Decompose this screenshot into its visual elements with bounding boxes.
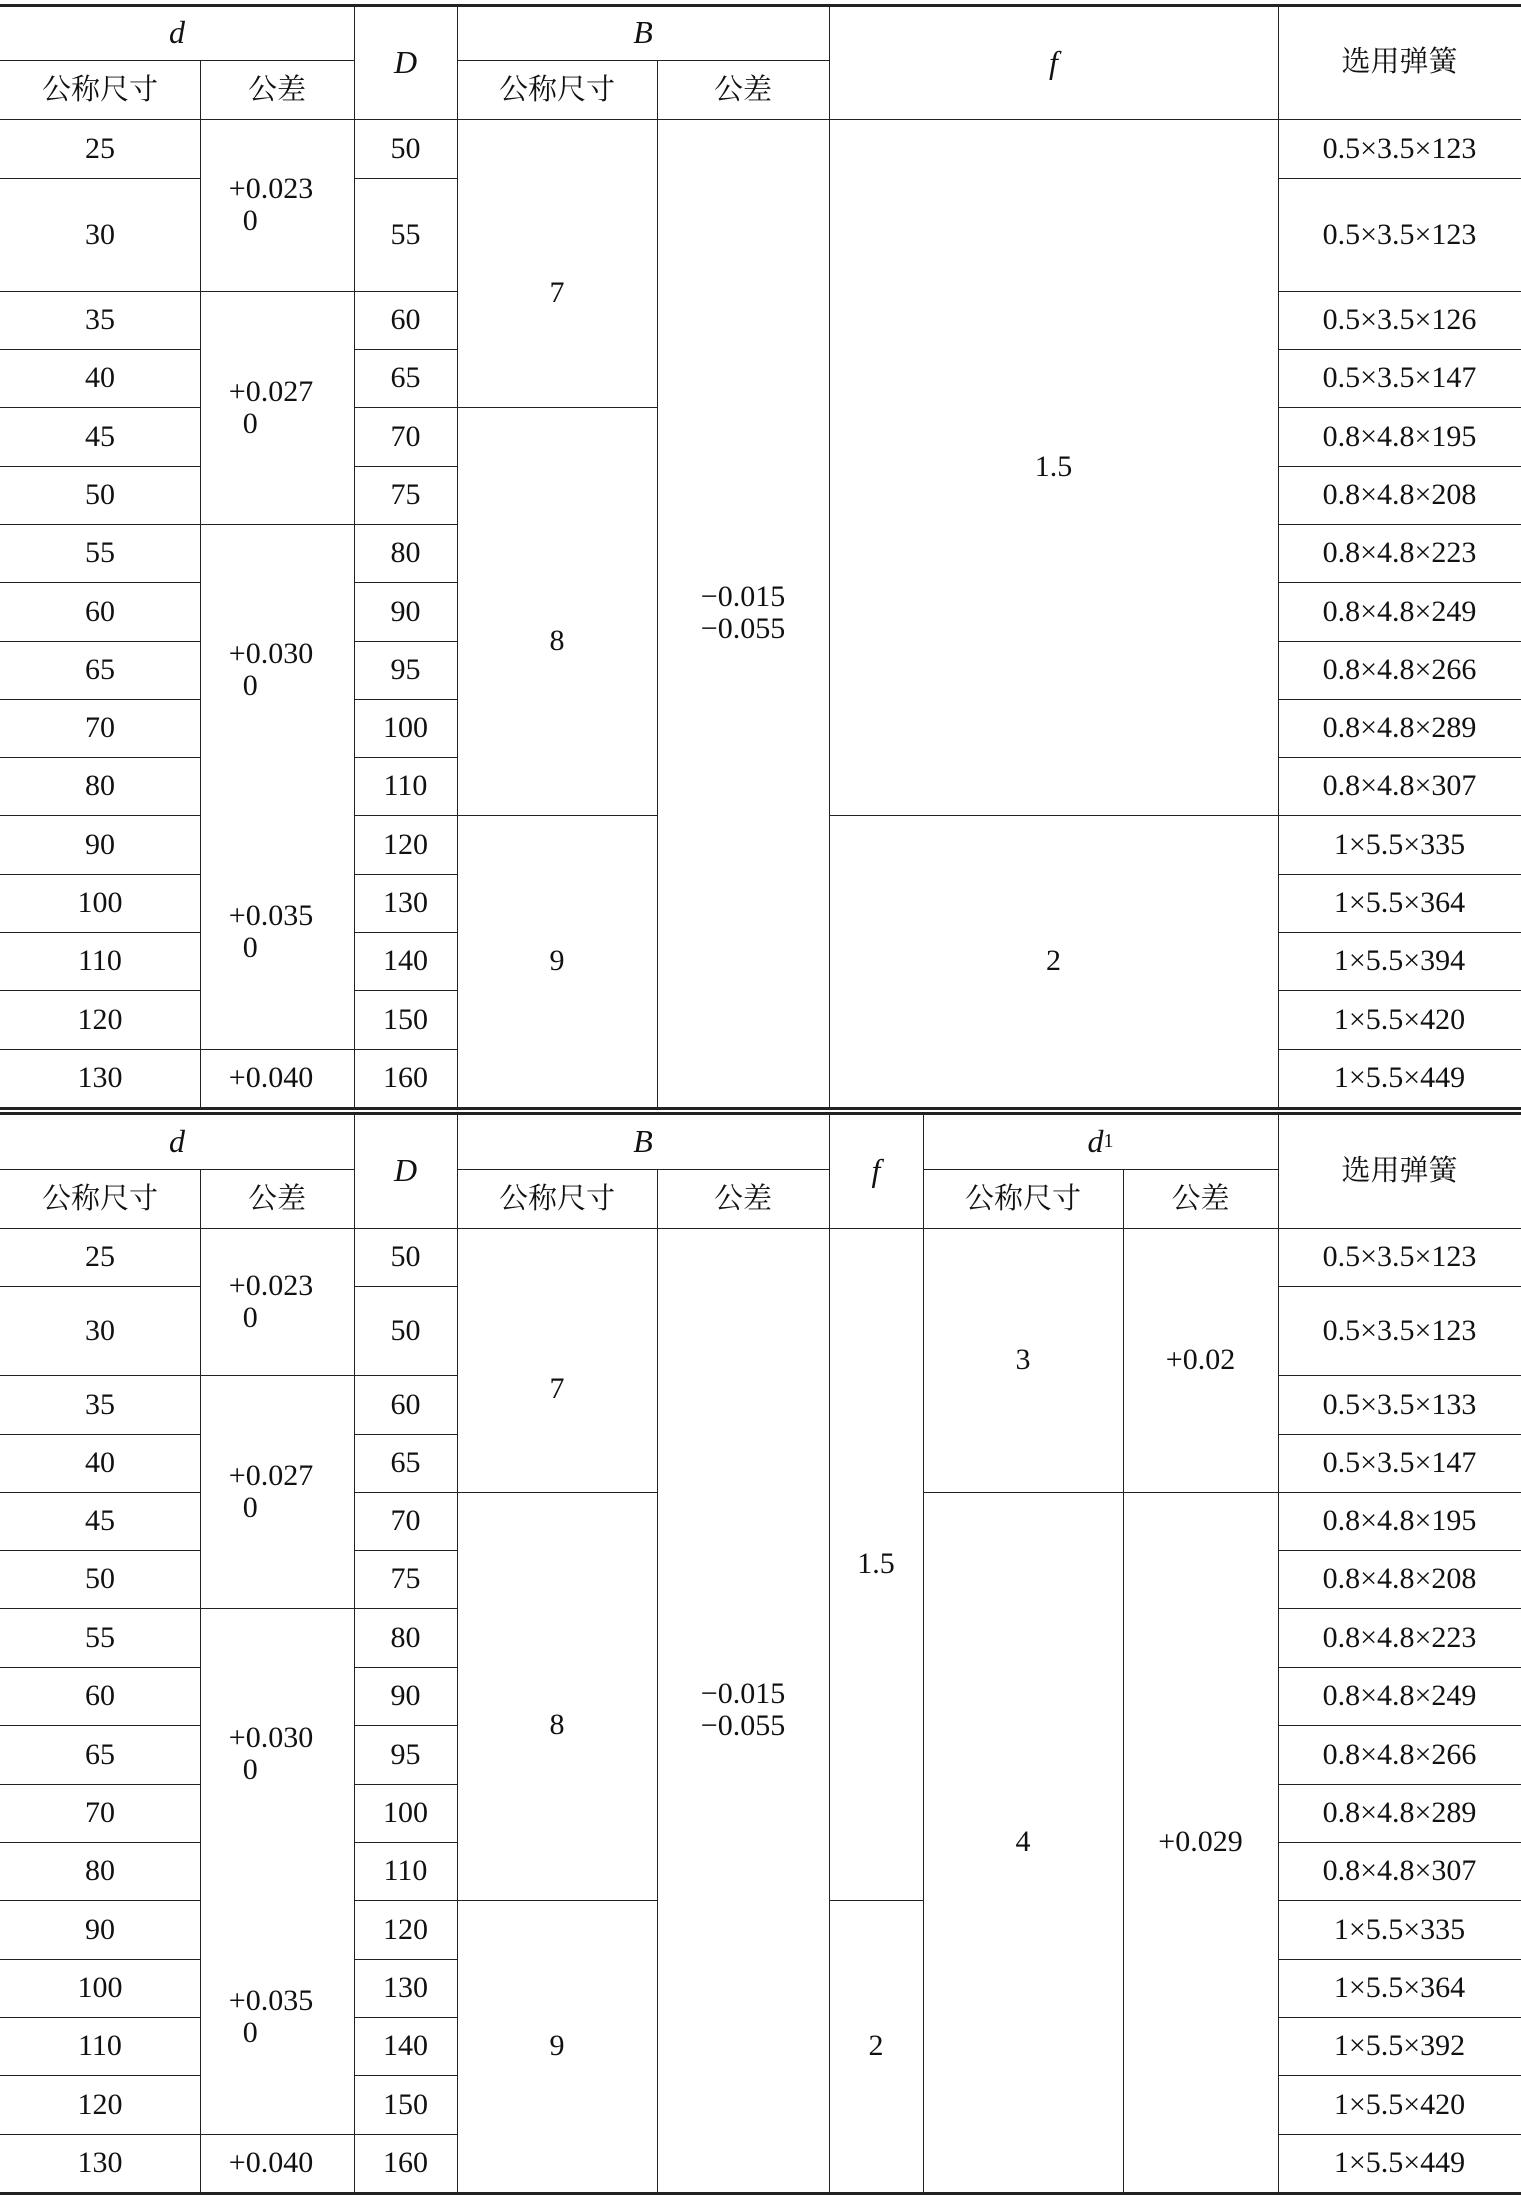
d1-tolerance-cell: +0.02 — [1165, 1343, 1236, 1376]
d-nominal-cell: 70 — [85, 711, 115, 744]
d-nominal-cell: 45 — [85, 1504, 115, 1537]
D-cell: 70 — [390, 419, 421, 453]
spring-cell: 1×5.5×335 — [1333, 1912, 1466, 1946]
tolerance-stack — [229, 2148, 313, 2178]
D-cell: 80 — [390, 536, 421, 569]
header-f: f — [1049, 43, 1058, 80]
tolerance-upper: +0.027 — [228, 374, 314, 408]
d-nominal-cell: 100 — [77, 886, 123, 919]
header-d: d — [169, 1122, 185, 1159]
tolerance-stack — [228, 636, 314, 702]
D-cell: 150 — [383, 2087, 428, 2121]
d-nominal-cell: 30 — [85, 217, 115, 251]
d-nominal-cell: 120 — [77, 1002, 123, 1036]
tolerance-upper: −0.015 — [700, 1677, 786, 1710]
D-cell: 60 — [390, 303, 421, 336]
header-d1-subscript: 1 — [1103, 1129, 1114, 1152]
header-D: D — [393, 43, 418, 80]
spring-cell: 0.8×4.8×195 — [1322, 1504, 1477, 1537]
d-tolerance-cell — [200, 1049, 354, 1107]
d-tolerance-cell — [200, 1608, 354, 1900]
D-cell: 140 — [383, 2029, 428, 2062]
tolerance-upper: +0.030 — [228, 1721, 314, 1754]
spring-cell: 0.8×4.8×289 — [1322, 1796, 1477, 1829]
D-cell: 50 — [390, 1240, 421, 1273]
spring-cell: 0.8×4.8×249 — [1322, 594, 1477, 628]
tolerance-stack — [701, 1679, 785, 1741]
d-nominal-cell: 120 — [77, 2087, 123, 2121]
tolerance-lower: 0 — [242, 1300, 258, 1334]
tolerance-stack — [229, 1986, 313, 2048]
header-d-tolerance: 公差 — [247, 72, 306, 106]
d-nominal-cell: 55 — [85, 1620, 115, 1654]
D-cell: 110 — [383, 1854, 428, 1887]
D-cell: 55 — [390, 217, 421, 251]
spring-cell: 0.8×4.8×289 — [1322, 711, 1477, 744]
d-nominal-cell: 130 — [77, 2146, 123, 2179]
D-cell: 120 — [383, 1912, 428, 1946]
d-nominal-cell: 110 — [78, 2029, 122, 2062]
header-B-nominal-size: 公称尺寸 — [498, 1181, 615, 1215]
tolerance-upper: +0.035 — [228, 1984, 314, 2017]
spring-cell: 0.5×3.5×133 — [1322, 1387, 1477, 1421]
d-nominal-cell: 80 — [85, 1854, 115, 1887]
D-cell: 50 — [390, 131, 421, 165]
header-B-nominal-size: 公称尺寸 — [498, 72, 615, 106]
D-cell: 100 — [383, 711, 428, 744]
d-nominal-cell: 50 — [85, 1562, 115, 1595]
tolerance-lower: 0 — [242, 1490, 258, 1524]
tolerance-stack — [229, 901, 313, 963]
spring-cell: 0.8×4.8×266 — [1322, 653, 1477, 686]
D-cell: 140 — [383, 944, 428, 977]
spring-cell: 0.5×3.5×123 — [1322, 1313, 1477, 1347]
d1-nominal-cell: 4 — [1015, 1825, 1031, 1858]
tolerance-upper: +0.040 — [228, 1061, 314, 1094]
spring-cell: 0.8×4.8×307 — [1322, 769, 1477, 802]
tolerance-upper: +0.023 — [228, 1268, 314, 1302]
tolerance-stack — [229, 1723, 313, 1785]
header-d-nominal-size: 公称尺寸 — [41, 1181, 158, 1215]
header-f: f — [871, 1152, 881, 1188]
spring-cell: 0.5×3.5×147 — [1322, 361, 1477, 394]
spring-cell: 1×5.5×420 — [1333, 2087, 1466, 2121]
spring-cell: 0.8×4.8×208 — [1322, 1562, 1477, 1595]
header-d1 — [923, 1112, 1278, 1169]
d-nominal-cell: 100 — [77, 1971, 123, 2004]
table2-bottom-rule — [0, 2192, 1521, 2195]
tolerance-upper: +0.035 — [228, 899, 314, 932]
d-tolerance-cell — [200, 815, 354, 1049]
D-cell: 80 — [390, 1620, 421, 1654]
d-tolerance-cell — [200, 119, 354, 291]
d-tolerance-cell — [200, 2134, 354, 2192]
D-cell: 65 — [390, 361, 421, 394]
D-cell: 70 — [390, 1504, 421, 1537]
table1-bottom-rule — [0, 1107, 1521, 1110]
header-B-tolerance: 公差 — [713, 72, 772, 106]
tolerance-upper: +0.027 — [228, 1458, 314, 1492]
spring-cell: 0.5×3.5×147 — [1322, 1446, 1477, 1479]
d-nominal-cell: 80 — [85, 769, 115, 802]
B-tolerance-cell — [657, 119, 829, 1107]
header-B-tolerance: 公差 — [713, 1181, 772, 1215]
header-spring: 选用弹簧 — [1341, 1152, 1458, 1187]
d-nominal-cell: 90 — [85, 827, 115, 861]
D-cell: 50 — [390, 1313, 421, 1347]
d-nominal-cell: 40 — [85, 361, 115, 394]
d-nominal-cell: 70 — [85, 1796, 115, 1829]
tolerance-stack — [228, 374, 314, 440]
spring-cell: 1×5.5×392 — [1333, 2029, 1466, 2062]
B-tolerance-cell — [657, 1228, 829, 2192]
header-B: B — [633, 14, 653, 50]
tolerance-stack — [229, 174, 313, 236]
B-nominal-cell: 9 — [549, 944, 565, 977]
d1-tolerance-cell: +0.029 — [1158, 1825, 1243, 1858]
D-cell: 150 — [383, 1002, 428, 1036]
D-cell: 65 — [390, 1446, 421, 1479]
header-D: D — [393, 1152, 418, 1188]
D-cell: 120 — [383, 827, 428, 861]
D-cell: 160 — [383, 1061, 428, 1094]
spring-cell: 1×5.5×449 — [1333, 1061, 1466, 1094]
spring-cell: 0.8×4.8×249 — [1322, 1679, 1477, 1712]
spring-cell: 1×5.5×364 — [1333, 1971, 1466, 2004]
D-cell: 130 — [383, 1971, 428, 2004]
header-d: d — [169, 14, 185, 50]
tolerance-stack — [228, 1458, 314, 1524]
tolerance-lower: 0 — [242, 406, 258, 440]
B-nominal-cell: 8 — [549, 1708, 565, 1741]
d-nominal-cell: 50 — [85, 478, 115, 511]
tolerance-lower: 0 — [242, 204, 258, 237]
header-d-nominal-size: 公称尺寸 — [41, 72, 158, 106]
spring-cell: 0.8×4.8×195 — [1322, 419, 1477, 453]
D-cell: 90 — [390, 1679, 421, 1712]
tolerance-lower: 0 — [242, 668, 258, 702]
d-nominal-cell: 35 — [85, 303, 115, 336]
tolerance-stack — [701, 582, 785, 644]
B-nominal-cell: 9 — [549, 2029, 565, 2062]
f-cell: 1.5 — [857, 1547, 895, 1580]
d-nominal-cell: 25 — [85, 1240, 115, 1273]
tolerance-stack — [228, 1268, 314, 1334]
spring-cell: 0.8×4.8×208 — [1322, 478, 1477, 511]
tolerance-stack — [229, 1063, 313, 1093]
spring-cell: 1×5.5×394 — [1333, 944, 1466, 977]
D-cell: 95 — [390, 653, 421, 686]
d-nominal-cell: 35 — [85, 1387, 115, 1421]
D-cell: 90 — [390, 594, 421, 628]
spring-cell: 0.5×3.5×126 — [1322, 303, 1477, 336]
tolerance-lower: 0 — [242, 1753, 258, 1786]
d-nominal-cell: 90 — [85, 1912, 115, 1946]
d-nominal-cell: 25 — [85, 131, 115, 165]
D-cell: 130 — [383, 886, 428, 919]
d-nominal-cell: 130 — [77, 1061, 123, 1094]
tolerance-upper: +0.040 — [228, 2146, 314, 2179]
spring-cell: 0.8×4.8×223 — [1322, 536, 1477, 569]
d1-nominal-cell: 3 — [1015, 1343, 1031, 1376]
d-nominal-cell: 65 — [85, 653, 115, 686]
B-nominal-cell: 7 — [549, 1372, 565, 1405]
d-tolerance-cell — [200, 291, 354, 524]
f-cell: 1.5 — [1034, 450, 1073, 483]
tolerance-upper: +0.030 — [228, 636, 314, 670]
d-nominal-cell: 45 — [85, 419, 115, 453]
B-nominal-cell: 7 — [549, 275, 565, 309]
header-d1-tolerance: 公差 — [1171, 1181, 1230, 1215]
d-nominal-cell: 30 — [85, 1313, 115, 1347]
tolerance-upper: +0.023 — [228, 172, 314, 205]
d-nominal-cell: 60 — [85, 594, 115, 628]
spring-cell: 0.8×4.8×307 — [1322, 1854, 1477, 1887]
d-nominal-cell: 40 — [85, 1446, 115, 1479]
d-tolerance-cell — [200, 1900, 354, 2134]
D-cell: 110 — [383, 769, 428, 802]
d-nominal-cell: 65 — [85, 1737, 115, 1771]
tolerance-lower: −0.055 — [700, 1709, 786, 1742]
tolerance-lower: −0.055 — [700, 612, 786, 645]
d-tolerance-cell — [200, 524, 354, 815]
spring-cell: 0.5×3.5×123 — [1322, 217, 1477, 251]
d-tolerance-cell — [200, 1228, 354, 1375]
header-B: B — [633, 1122, 653, 1159]
d-tolerance-cell — [200, 1375, 354, 1608]
tolerance-lower: 0 — [242, 2016, 258, 2049]
D-cell: 75 — [390, 478, 421, 511]
header-d1-nominal-size: 公称尺寸 — [964, 1181, 1081, 1215]
D-cell: 60 — [390, 1387, 421, 1421]
spring-cell: 0.8×4.8×266 — [1322, 1737, 1477, 1771]
header-spring: 选用弹簧 — [1341, 44, 1458, 78]
tolerance-lower: 0 — [242, 931, 258, 964]
spring-cell: 0.5×3.5×123 — [1322, 1240, 1477, 1273]
header-d1-symbol: d — [1087, 1122, 1104, 1159]
d-nominal-cell: 110 — [78, 944, 122, 977]
D-cell: 95 — [390, 1737, 421, 1771]
spring-cell: 1×5.5×449 — [1333, 2146, 1466, 2179]
d-nominal-cell: 55 — [85, 536, 115, 569]
f-cell: 2 — [868, 2029, 884, 2062]
spring-cell: 1×5.5×364 — [1333, 886, 1466, 919]
B-nominal-cell: 8 — [549, 623, 565, 657]
spring-cell: 0.8×4.8×223 — [1322, 1620, 1477, 1654]
tolerance-upper: −0.015 — [700, 580, 786, 613]
spring-cell: 1×5.5×335 — [1333, 827, 1466, 861]
spring-cell: 1×5.5×420 — [1333, 1002, 1466, 1036]
D-cell: 100 — [383, 1796, 428, 1829]
f-cell: 2 — [1046, 944, 1061, 977]
D-cell: 75 — [390, 1562, 421, 1595]
d-nominal-cell: 60 — [85, 1679, 115, 1712]
D-cell: 160 — [383, 2146, 428, 2179]
spring-cell: 0.5×3.5×123 — [1322, 131, 1477, 165]
header-d-tolerance: 公差 — [247, 1181, 306, 1215]
